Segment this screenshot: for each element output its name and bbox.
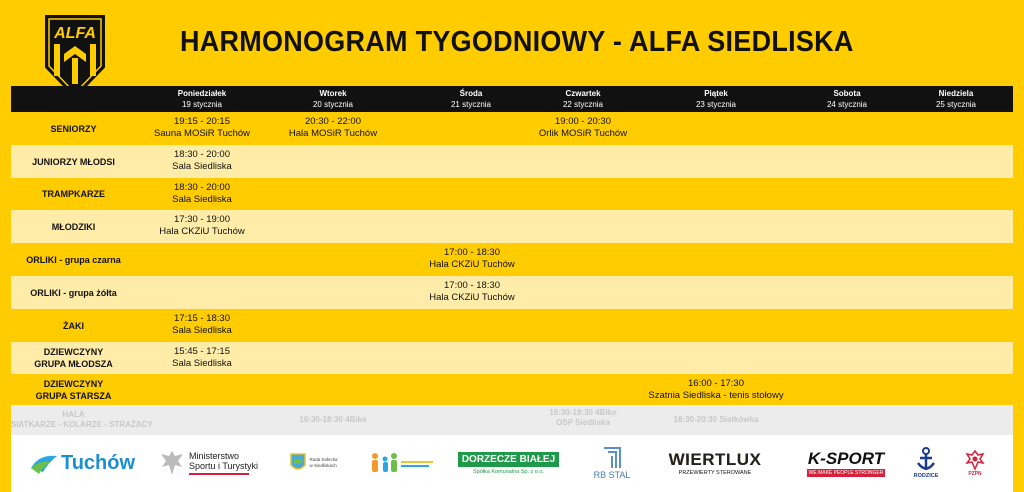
entry-place: Sala Siedliska xyxy=(172,325,232,336)
rada-line: Rada Sołecka xyxy=(309,457,338,462)
sponsor-rodzice xyxy=(908,441,944,485)
schedule-entry xyxy=(636,378,796,402)
row-label: ŻAKI xyxy=(63,321,84,331)
row-label: ORLIKI - grupa żółta xyxy=(30,288,117,298)
ministry-line: Sportu i Turystyki xyxy=(188,461,259,471)
entry-place: Szatnia Siedliska - tenis stołowy xyxy=(648,390,784,401)
row-label-line: DZIEWCZYNY xyxy=(43,347,104,357)
pzpn-text: PZPN xyxy=(968,471,982,477)
table-row xyxy=(11,342,1013,374)
entry-place: Hala CKZiU Tuchów xyxy=(159,226,245,237)
entry-time: 16:00 - 17:30 xyxy=(688,378,744,389)
schedule-entry xyxy=(122,149,282,173)
tuchow-icon xyxy=(29,450,59,476)
hall-entry-line: 16:30-18:30 4Bike xyxy=(549,408,617,417)
ministry-underline xyxy=(189,473,249,475)
row-label-line: DZIEWCZYNY xyxy=(43,379,104,389)
pzpn-eagle-icon xyxy=(965,449,985,471)
row-label xyxy=(11,346,136,370)
schedule-table xyxy=(11,86,1013,405)
entry-time: 17:00 - 18:30 xyxy=(444,247,500,258)
day-date: 25 stycznia xyxy=(935,100,977,109)
schedule-entry xyxy=(122,346,282,370)
row-label: SENIORZY xyxy=(50,124,97,134)
day-date: 20 stycznia xyxy=(312,100,354,109)
hall-label-line: SIATKARZE - KOLARZE - STRAŻACY xyxy=(11,420,153,429)
wiertlux-name: WIERTLUX xyxy=(668,450,762,469)
ksport-sub: WE MAKE PEOPLE STRONGER xyxy=(808,470,884,476)
row-label: MŁODZIKI xyxy=(51,222,96,232)
wiertlux-text xyxy=(669,450,762,476)
day-date: 19 stycznia xyxy=(181,100,223,109)
entry-time: 18:30 - 20:00 xyxy=(174,182,230,193)
table-header xyxy=(11,86,1013,112)
row-label-line: GRUPA STARSZA xyxy=(35,391,112,401)
page-title: HARMONOGRAM TYGODNIOWY - ALFA SIEDLISKA xyxy=(180,26,854,58)
sponsor-wiertlux xyxy=(651,441,779,485)
day-name: Niedziela xyxy=(938,89,974,98)
schedule-entry xyxy=(122,182,282,206)
hall-entry-tuesday: 16:30-18:30 4Bike xyxy=(299,415,367,424)
entry-place: Hala MOSiR Tuchów xyxy=(288,128,378,139)
table-row xyxy=(11,145,1013,178)
sponsor-ministry xyxy=(151,441,266,485)
entry-time: 17:15 - 18:30 xyxy=(174,313,230,324)
logo-text: ALFA xyxy=(54,25,96,42)
row-label: ORLIKI - grupa czarna xyxy=(26,255,121,265)
day-header xyxy=(896,88,1016,110)
day-name: Sobota xyxy=(833,89,861,98)
day-header xyxy=(787,88,907,110)
day-date: 22 stycznia xyxy=(562,100,604,109)
entry-place: Orlik MOSiR Tuchów xyxy=(538,128,628,139)
row-label-line: GRUPA MŁODSZA xyxy=(34,359,113,369)
rodzice-text: RODZICE xyxy=(913,473,939,479)
entry-place: Hala CKZiU Tuchów xyxy=(429,259,515,270)
sponsor-dorzecze xyxy=(456,441,561,485)
schedule-entry xyxy=(253,116,413,140)
entry-place: Sala Siedliska xyxy=(172,161,232,172)
hall-label-line: HALA xyxy=(62,410,85,419)
tuchow-text: Tuchów xyxy=(60,451,136,474)
rada-text xyxy=(309,457,337,469)
day-header xyxy=(656,88,776,110)
entry-time: 15:45 - 17:15 xyxy=(174,346,230,357)
dorzecze-text xyxy=(458,452,559,475)
row-label xyxy=(11,378,136,402)
day-name: Piątek xyxy=(704,89,728,98)
rada-line: w Siedliskach xyxy=(309,463,337,468)
rbstal-icon xyxy=(601,446,623,470)
day-header xyxy=(273,88,393,110)
table-row xyxy=(11,210,1013,243)
day-name: Poniedziałek xyxy=(177,89,227,98)
sponsor-rada xyxy=(283,441,345,485)
sponsor-tuchow xyxy=(27,441,137,485)
day-name: Czwartek xyxy=(565,89,601,98)
entry-time: 17:00 - 18:30 xyxy=(444,280,500,291)
day-date: 23 stycznia xyxy=(695,100,737,109)
coat-of-arms-icon xyxy=(290,453,306,473)
day-name: Wtorek xyxy=(319,89,347,98)
schedule-entry xyxy=(392,280,552,304)
sponsor-rbstal xyxy=(585,441,639,485)
day-date: 24 stycznia xyxy=(826,100,868,109)
day-header xyxy=(411,88,531,110)
sponsor-bar xyxy=(11,435,1013,492)
entry-place: Hala CKZiU Tuchów xyxy=(429,292,515,303)
wiertlux-sub: PRZEWIERTY STEROWANE xyxy=(678,470,752,476)
schedule-entry xyxy=(122,214,282,238)
entry-time: 19:00 - 20:30 xyxy=(555,116,611,127)
entry-place: Sala Siedliska xyxy=(172,358,232,369)
ministry-text xyxy=(189,451,258,475)
family-icon xyxy=(367,450,437,476)
ksport-name: K-SPORT xyxy=(807,449,885,468)
table-row xyxy=(11,112,1013,145)
table-row xyxy=(11,374,1013,405)
table-row xyxy=(11,178,1013,210)
row-label: JUNIORZY MŁODSI xyxy=(32,157,115,167)
rbstal-text: RB STAL xyxy=(593,470,631,480)
hall-label xyxy=(11,410,153,430)
entry-time: 19:15 - 20:15 xyxy=(174,116,230,127)
table-row xyxy=(11,276,1013,309)
hall-row xyxy=(11,405,1013,435)
eagle-icon xyxy=(159,448,185,478)
ksport-text xyxy=(807,449,886,477)
sponsor-family xyxy=(363,441,441,485)
row-label: TRAMPKARZE xyxy=(42,189,105,199)
schedule-entry xyxy=(392,247,552,271)
hall-entry-thursday xyxy=(523,408,643,428)
anchor-icon xyxy=(915,447,937,473)
sponsor-ksport xyxy=(797,441,895,485)
entry-place: Sauna MOSiR Tuchów xyxy=(153,128,251,139)
table-row xyxy=(11,309,1013,342)
entry-time: 17:30 - 19:00 xyxy=(174,214,230,225)
sponsor-pzpn xyxy=(959,441,991,485)
day-header xyxy=(523,88,643,110)
schedule-entry xyxy=(122,313,282,337)
day-date: 21 stycznia xyxy=(450,100,492,109)
ministry-line: Ministerstwo xyxy=(188,451,239,461)
dorzecze-line: Spółka Komunalna Sp. z o.o. xyxy=(473,468,544,475)
entry-time: 18:30 - 20:00 xyxy=(174,149,230,160)
hall-entry-line: OSP Siedliska xyxy=(556,418,610,427)
day-header xyxy=(142,88,262,110)
table-row xyxy=(11,243,1013,276)
dorzecze-line: DORZECZE BIAŁEJ xyxy=(458,452,559,467)
hall-entry-friday: 18:30-20:30 Siatkówka xyxy=(673,415,759,424)
schedule-entry xyxy=(503,116,663,140)
entry-place: Sala Siedliska xyxy=(172,194,232,205)
day-name: Środa xyxy=(459,89,483,98)
entry-time: 20:30 - 22:00 xyxy=(305,116,361,127)
